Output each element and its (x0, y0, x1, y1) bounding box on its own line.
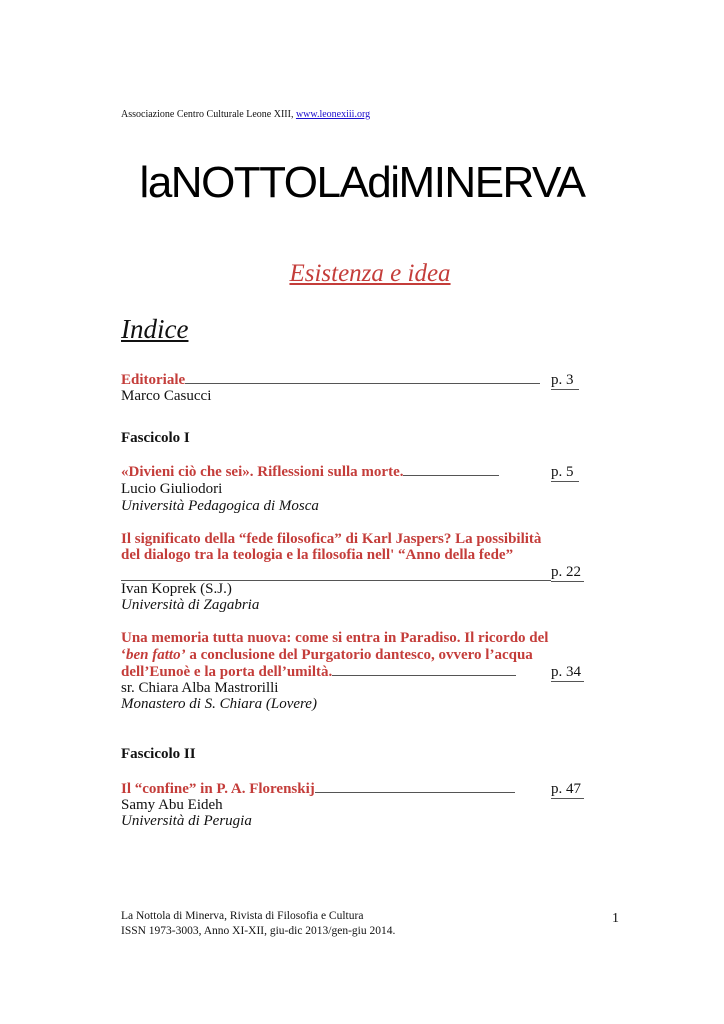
entry-page: p. 47 (551, 781, 584, 799)
entry-affiliation: Monastero di S. Chiara (Lovere) (121, 696, 317, 712)
section-heading: Fascicolo I (121, 430, 190, 446)
entry-title-line[interactable]: Una memoria tutta nuova: come si entra in Paradiso. Il ricordo del (121, 630, 549, 646)
issue-title: Esistenza e idea (289, 260, 451, 287)
footer-line-1: La Nottola di Minerva, Rivista di Filosofia e Cultura (121, 910, 364, 922)
entry-author: Ivan Koprek (S.J.) (121, 581, 232, 597)
entry-page: p. 34 (551, 664, 584, 682)
entry-author: Marco Casucci (121, 388, 212, 404)
section-heading: Fascicolo II (121, 746, 196, 762)
entry-affiliation: Università di Perugia (121, 813, 252, 829)
page-number: 1 (612, 911, 619, 926)
entry-affiliation: Università Pedagogica di Mosca (121, 498, 319, 514)
entry-title-line[interactable]: dell’Eunoè e la porta dell’umiltà. (121, 664, 516, 681)
entry-page: p. 22 (551, 564, 584, 582)
entry-page: p. 3 (551, 372, 579, 390)
header-line (121, 109, 370, 120)
entry-author: Samy Abu Eideh (121, 797, 223, 813)
entry-title-line[interactable]: Il significato della “fede filosofica” di Karl Jaspers? La possibilità (121, 531, 542, 547)
entry-author: sr. Chiara Alba Mastrorilli (121, 680, 279, 696)
entry-author: Lucio Giuliodori (121, 481, 223, 497)
entry-title[interactable]: Il “confine” in P. A. Florenskij (121, 781, 515, 798)
journal-title: laNOTTOLAdiMINERVA (139, 158, 585, 207)
footer-line-2: ISSN 1973-3003, Anno XI-XII, giu-dic 2013/gen-giu 2014. (121, 925, 396, 937)
website-link[interactable]: www.leonexiii.org (295, 109, 371, 120)
entry-title[interactable]: Editoriale (121, 372, 540, 389)
entry-affiliation: Università di Zagabria (121, 597, 260, 613)
entry-title-line[interactable]: ‘ben fatto’ a conclusione del Purgatorio dantesco, ovvero l’acqua (121, 647, 533, 663)
entry-page: p. 5 (551, 464, 579, 482)
index-heading: Indice (121, 314, 189, 344)
header-text: Associazione Centro Culturale Leone XIII, (121, 109, 296, 120)
entry-title[interactable]: «Divieni ciò che sei». Riflessioni sulla morte. (121, 464, 499, 481)
entry-title-line[interactable]: del dialogo tra la teologia e la filosofia nell' “Anno della fede” (121, 547, 514, 563)
